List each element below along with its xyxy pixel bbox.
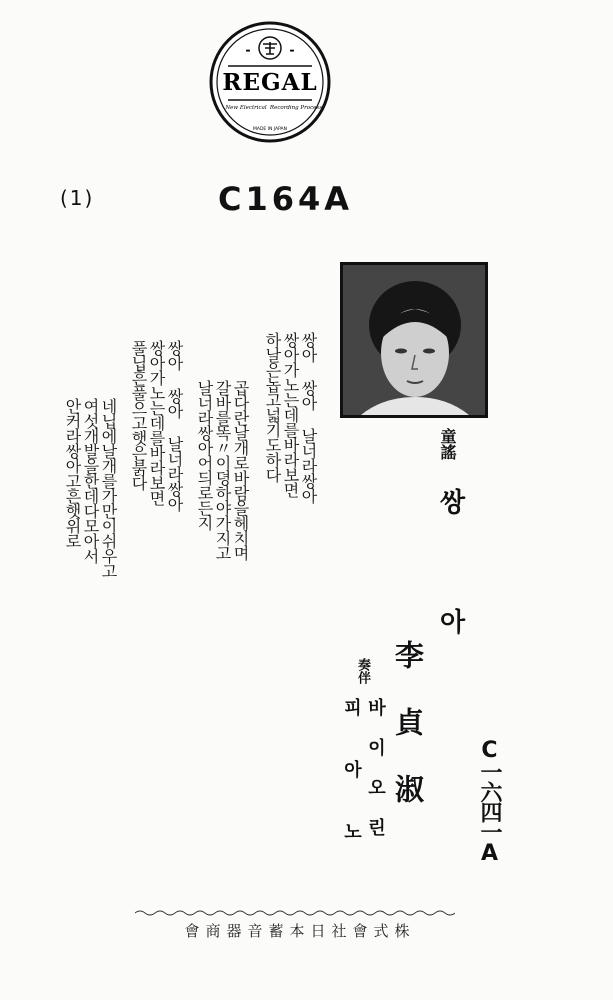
- catalog-number: C164A: [218, 180, 354, 218]
- lyric-line: 곱다란날개로바람을헤치며: [231, 380, 250, 560]
- sheet-number: (1): [60, 186, 95, 210]
- lyric-line: 네닙에날개를가만이쉬우고: [99, 398, 118, 578]
- logo-lower-left: New Electrical: [225, 105, 267, 111]
- accompaniment-role-label: 奏伴: [355, 658, 370, 684]
- lyric-line: 하날은놉고넓기도하다: [263, 332, 282, 482]
- lyric-line: 쌍아가노는데를바라보면: [147, 340, 166, 505]
- lyric-line: 갈바를똑〃이뎡하야가지고: [213, 380, 232, 560]
- accompaniment-violin: 바이오린: [365, 698, 386, 858]
- lyric-line: 쌍아 쌍아 날너라쌍아: [165, 340, 184, 511]
- song-genre: 童謠: [438, 428, 457, 460]
- logo-lower-right: Recording Process: [269, 105, 323, 111]
- singer-portrait: [340, 262, 488, 418]
- accompaniment-piano: 피아노: [341, 698, 362, 884]
- logo-upper-right: ▬: [289, 48, 295, 54]
- lyric-line: 쌍아가노는데를바라보면: [281, 332, 300, 497]
- lyric-line: 안커라쌍아고흔햇위로: [63, 398, 82, 548]
- regal-logo: [208, 20, 332, 144]
- lyric-line: 쌍아 쌍아 날너라쌍아: [299, 332, 318, 503]
- logo-bottom: MADE IN JAPAN: [252, 127, 288, 132]
- song-title-part1: 쌍: [435, 488, 465, 514]
- singer-name: 李貞淑: [391, 640, 425, 841]
- company-name-text: 株式會社日本蓄音器商會: [184, 922, 416, 940]
- lyric-line: 여섯개발을한데다모아서: [81, 398, 100, 563]
- song-title-part2: 아: [435, 608, 465, 634]
- lyric-line: 풀닙흔풀으고햇은붉다: [129, 340, 148, 490]
- logo-brand: REGAL: [222, 69, 318, 96]
- lyric-line: 날너라쌍아어듸로든지: [195, 380, 214, 530]
- logo-upper-left: ▬: [245, 48, 251, 54]
- decorative-wavy-rule: [135, 908, 455, 918]
- company-name: [150, 920, 450, 941]
- catalog-number-vertical: C一六四一A: [477, 738, 502, 864]
